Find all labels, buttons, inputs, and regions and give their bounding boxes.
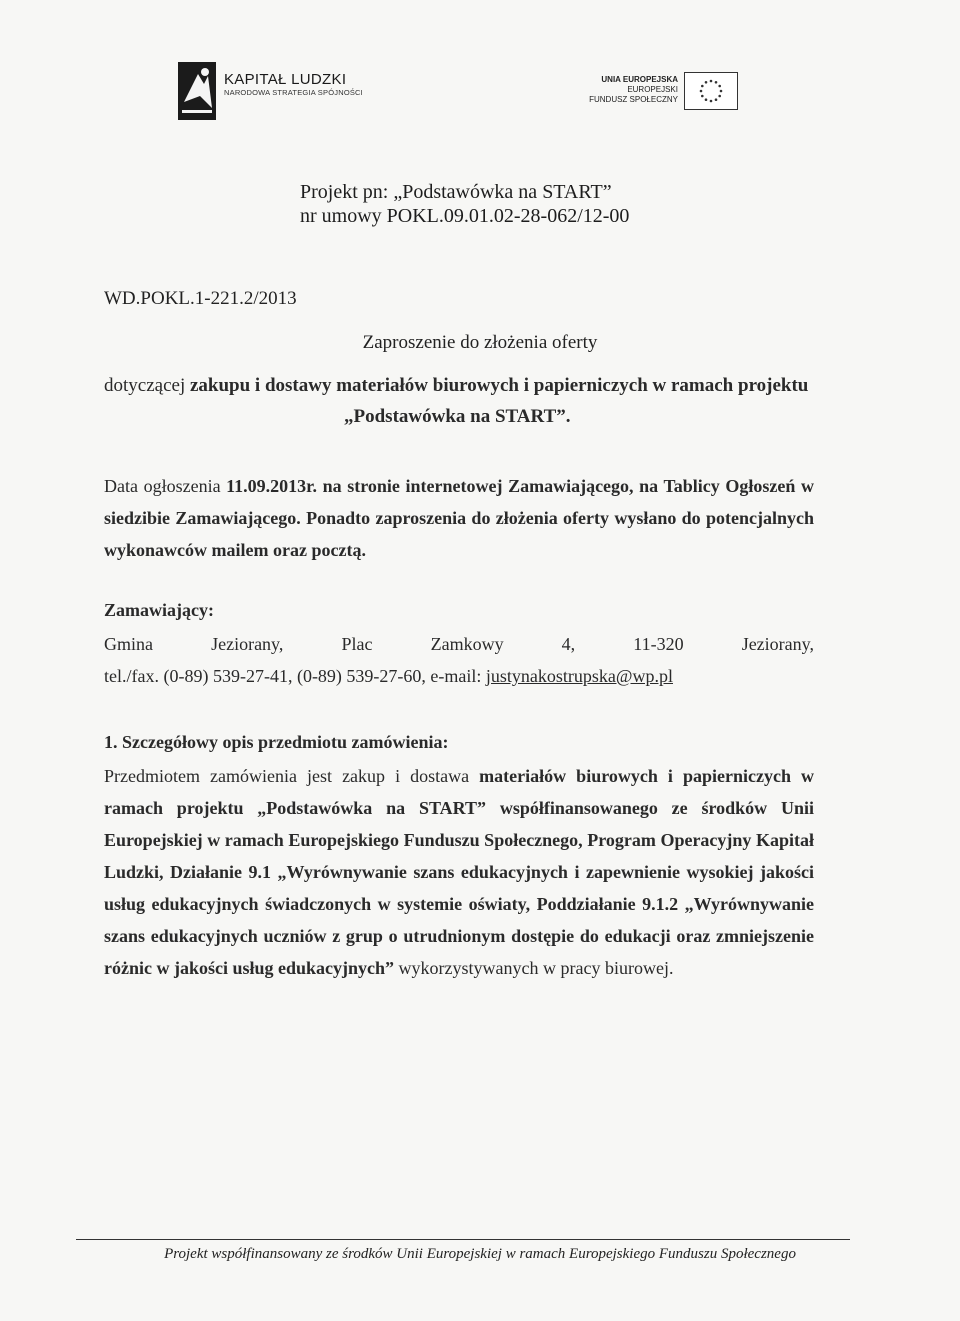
section-1-text-start: Przedmiotem zamówienia jest zakup i dostawa xyxy=(104,766,480,786)
subject-line xyxy=(104,374,844,398)
eu-logo-line1: UNIA EUROPEJSKA xyxy=(601,75,678,84)
announcement-paragraph xyxy=(104,470,814,566)
subject-bold: zakupu i dostawy materiałów biurowych i papierniczych w ramach projektu xyxy=(189,375,809,396)
subject-project-name: „Podstawówka na START”. xyxy=(344,406,571,427)
announcement-place: na stronie internetowej Zamawiającego, na Tablicy Ogłoszeń w siedzibie Zamawiającego. xyxy=(104,476,815,528)
section-1-text-end: wykorzystywanych w pracy biurowej. xyxy=(394,958,674,978)
address-part: Gmina xyxy=(104,634,153,654)
subject-prefix: dotyczącej xyxy=(104,375,186,396)
document-heading: Zaproszenie do złożenia oferty xyxy=(362,332,598,353)
contact-phones: tel./fax. (0-89) 539-27-41, (0-89) 539-27-60, e-mail: xyxy=(104,666,486,686)
kapital-ludzki-logo xyxy=(178,62,363,120)
kapital-ludzki-emblem-icon xyxy=(178,62,216,120)
section-1-title: Szczegółowy opis przedmiotu zamówienia: xyxy=(122,732,449,752)
announcement-date: 11.09.2013r. xyxy=(226,476,318,496)
section-1-heading xyxy=(104,732,448,753)
ordering-party-label: Zamawiający: xyxy=(104,600,214,620)
footer-text: Projekt współfinansowany ze środków Unii Europejskiej w ramach Europejskiego Funduszu Społecznego xyxy=(164,1246,796,1262)
kapital-ludzki-subtitle: NARODOWA STRATEGIA SPÓJNOŚCI xyxy=(224,88,363,97)
kapital-ludzki-title: KAPITAŁ LUDZKI xyxy=(224,71,347,88)
address-part: Jeziorany, xyxy=(741,634,814,654)
eu-logo-line3: FUNDUSZ SPOŁECZNY xyxy=(589,95,678,104)
ordering-party-address xyxy=(104,634,814,655)
address-part: Plac xyxy=(341,634,373,654)
reference-number: WD.POKL.1-221.2/2013 xyxy=(104,288,297,309)
address-part: 4, xyxy=(561,634,576,654)
announcement-label: Data ogłoszenia xyxy=(104,476,221,496)
section-1-paragraph xyxy=(104,760,814,984)
contract-number: nr umowy POKL.09.01.02-28-062/12-00 xyxy=(300,205,630,227)
eu-flag-icon xyxy=(684,72,738,110)
section-1-text-bold: materiałów biurowych i papierniczych w ramach projektu „Podstawówka na START” współfinansowanego ze środków Unii Europejskiej w ramach Europejskiego Funduszu Społecznego, Program Operacyjny Kapitał Ludzki, Działanie 9.1 „Wyrównywanie szans edukacyjnych i zapewnienie wysokiej jakości usług edukacyjnych świadczonych w systemie oświaty, Poddziałanie 9.1.2 „Wyrównywanie szans edukacyjnych uczniów z grup o utrudnionym dostępie do edukacji oraz zmniejszenie różnic w jakości usług edukacyjnych” xyxy=(104,766,814,978)
email-link[interactable]: justynakostrupska@wp.pl xyxy=(485,666,673,686)
address-part: Zamkowy xyxy=(430,634,504,654)
eu-logo xyxy=(589,72,738,110)
announcement-tail: Ponadto zaproszenia do złożenia oferty wysłano do potencjalnych wykonawców mailem oraz pocztą. xyxy=(104,508,815,560)
section-1-number: 1. xyxy=(104,732,118,752)
project-name: Projekt pn: „Podstawówka na START” xyxy=(300,181,612,203)
address-part: Jeziorany, xyxy=(211,634,284,654)
footer-divider xyxy=(76,1239,850,1240)
contact-line xyxy=(104,666,673,687)
project-title xyxy=(300,180,629,228)
address-part: 11-320 xyxy=(633,634,684,654)
eu-logo-line2: EUROPEJSKI xyxy=(627,85,678,94)
